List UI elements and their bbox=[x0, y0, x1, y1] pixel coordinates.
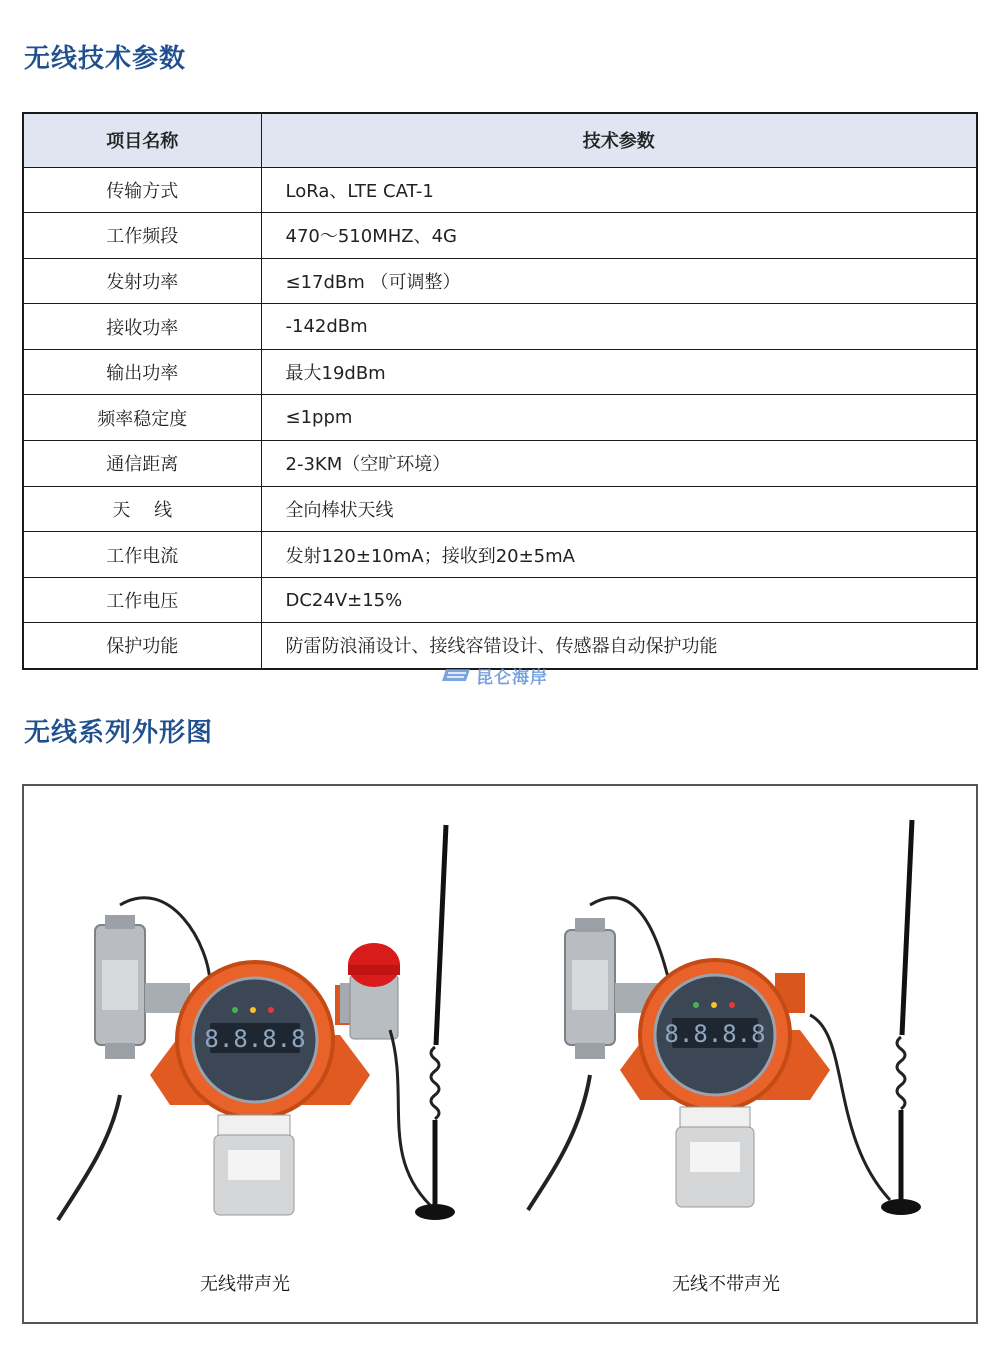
display-readout-2: 8.8.8.8 bbox=[664, 1020, 766, 1048]
row-name: 保护功能 bbox=[23, 623, 261, 669]
table-row bbox=[23, 304, 977, 350]
row-value: ≤1ppm bbox=[261, 395, 977, 441]
row-name: 通信距离 bbox=[23, 441, 261, 487]
section-title-wireless-appearance: 无线系列外形图 bbox=[24, 718, 214, 748]
table-row bbox=[23, 577, 977, 623]
table-row bbox=[23, 486, 977, 532]
table-row bbox=[23, 167, 977, 213]
row-name: 频率稳定度 bbox=[23, 395, 261, 441]
row-name: 发射功率 bbox=[23, 258, 261, 304]
table-header-row bbox=[23, 113, 977, 167]
table-row bbox=[23, 213, 977, 259]
spec-table bbox=[22, 112, 978, 670]
row-name: 接收功率 bbox=[23, 304, 261, 350]
watermark-text: 昆仑海岸 bbox=[476, 667, 548, 688]
row-value: 发射120±10mA；接收到20±5mA bbox=[261, 532, 977, 578]
figure-caption-without-alarm: 无线不带声光 bbox=[672, 1274, 780, 1295]
table-row bbox=[23, 441, 977, 487]
row-value: ≤17dBm （可调整） bbox=[261, 258, 977, 304]
header-item-name: 项目名称 bbox=[23, 113, 261, 167]
row-name: 工作频段 bbox=[23, 213, 261, 259]
table-row bbox=[23, 532, 977, 578]
row-value: 防雷防浪涌设计、接线容错设计、传感器自动保护功能 bbox=[261, 623, 977, 669]
row-name: 工作电流 bbox=[23, 532, 261, 578]
display-readout-1: 8.8.8.8 bbox=[204, 1025, 306, 1053]
header-tech-params: 技术参数 bbox=[261, 113, 977, 167]
figure-caption-with-alarm: 无线带声光 bbox=[200, 1274, 290, 1295]
row-value: DC24V±15% bbox=[261, 577, 977, 623]
row-name: 工作电压 bbox=[23, 577, 261, 623]
row-value: LoRa、LTE CAT-1 bbox=[261, 167, 977, 213]
table-row bbox=[23, 395, 977, 441]
brand-watermark bbox=[442, 662, 560, 688]
row-value: 470～510MHZ、4G bbox=[261, 213, 977, 259]
section-title-wireless-params: 无线技术参数 bbox=[24, 44, 187, 74]
device-with-alarm-image bbox=[50, 815, 470, 1235]
device-without-alarm-image bbox=[520, 815, 940, 1235]
table-row bbox=[23, 258, 977, 304]
brand-logo-icon bbox=[442, 665, 472, 685]
row-value: -142dBm bbox=[261, 304, 977, 350]
row-name: 天 线 bbox=[23, 486, 261, 532]
row-name: 传输方式 bbox=[23, 167, 261, 213]
table-row bbox=[23, 349, 977, 395]
row-value: 全向棒状天线 bbox=[261, 486, 977, 532]
row-name: 输出功率 bbox=[23, 349, 261, 395]
row-value: 最大19dBm bbox=[261, 349, 977, 395]
row-value: 2-3KM（空旷环境） bbox=[261, 441, 977, 487]
